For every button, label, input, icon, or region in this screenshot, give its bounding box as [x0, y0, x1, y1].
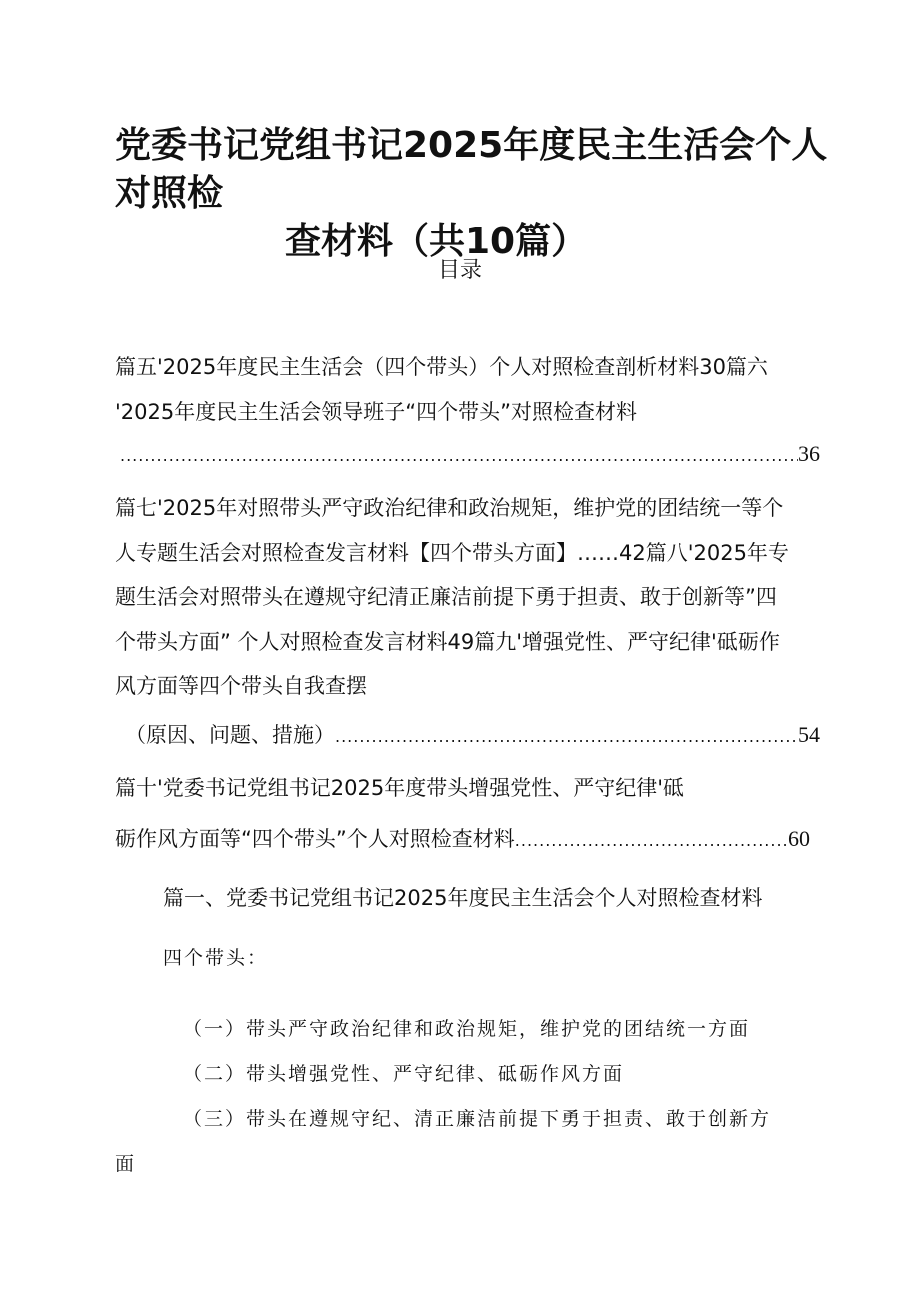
body-intro: 四个带头： — [163, 947, 269, 969]
document-title — [115, 122, 835, 266]
document-title-line-1: 党委书记党组书记2025年度民主生活会个人对照检 — [115, 125, 828, 214]
toc-leader-dots — [335, 723, 798, 751]
toc-page-number: 54 — [798, 722, 820, 747]
toc-line: 篇七'2025年对照带头严守政治纪律和政治规矩，维护党的团结统一等个 — [115, 496, 784, 520]
toc-entry-text: 砺作风方面等“四个带头”个人对照检查材料 — [115, 827, 515, 851]
section-title: 篇一、党委书记党组书记2025年度民主生活会个人对照检查材料 — [163, 886, 763, 910]
toc-leader-dots — [120, 442, 798, 470]
toc-line: 题生活会对照带头在遵规守纪清正廉洁前提下勇于担责、敢于创新等”四 — [115, 585, 777, 609]
body-item: （二）带头增强党性、严守纪律、砥砺作风方面 — [183, 1063, 625, 1085]
toc-line: 风方面等四个带头自我查摆 — [115, 674, 367, 698]
toc-line: '2025年度民主生活会领导班子“四个带头”对照检查材料 — [115, 400, 637, 424]
toc-line: 人专题生活会对照检查发言材料【四个带头方面】……42篇八'2025年专 — [115, 541, 789, 565]
document-title-line-2: 查材料（共10篇） — [285, 221, 588, 262]
toc-entry-text: （原因、问题、措施） — [125, 723, 335, 747]
toc-leader-dots — [515, 827, 788, 855]
toc-entry-with-page[interactable] — [120, 440, 820, 470]
body-item: （一）带头严守政治纪律和政治规矩，维护党的团结统一方面 — [183, 1018, 751, 1040]
body-item-continuation: 面 — [115, 1153, 137, 1175]
toc-line: 篇十'党委书记党组书记2025年度带头增强党性、严守纪律'砥 — [115, 776, 684, 800]
toc-line: 篇五'2025年度民主生活会（四个带头）个人对照检查剖析材料30篇六 — [115, 355, 768, 379]
toc-line: 个带头方面” 个人对照检查发言材料49篇九'增强党性、严守纪律'砥砺作 — [115, 630, 780, 654]
toc-page-number: 60 — [788, 826, 810, 851]
toc-page-number: 36 — [798, 441, 820, 466]
body-item: （三）带头在遵规守纪、清正廉洁前提下勇于担责、敢于创新方 — [183, 1108, 772, 1130]
toc-entry-with-page[interactable] — [115, 825, 810, 855]
toc-heading: 目录 — [437, 258, 482, 283]
toc-entry-with-page[interactable] — [125, 721, 820, 751]
